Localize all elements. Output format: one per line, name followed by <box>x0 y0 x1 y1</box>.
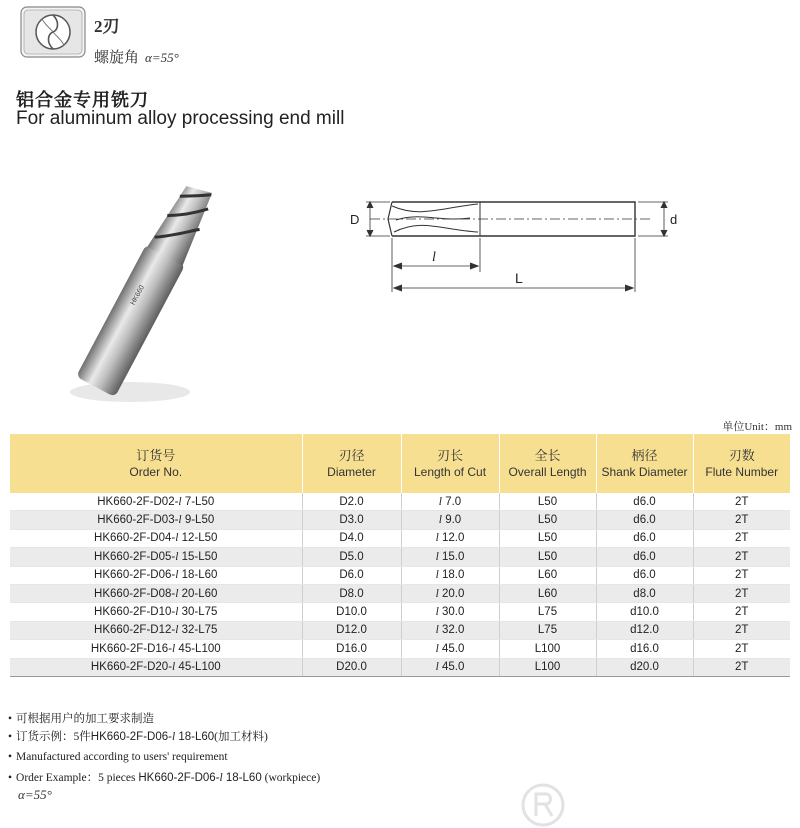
cell-length-of-cut: l 15.0 <box>401 548 499 566</box>
header-order-no: 订货号 Order No. <box>10 434 302 493</box>
spec-table <box>10 434 790 677</box>
flute-cross-section-icon <box>20 6 86 58</box>
table-header-row <box>10 434 790 493</box>
cell-overall-length: L50 <box>499 511 596 529</box>
svg-text:HK660: HK660 <box>129 284 146 307</box>
cell-order-no: HK660-2F-D06-l 18-L60 <box>10 566 302 584</box>
dimension-label-l: l <box>432 250 436 265</box>
cell-shank-diameter: d6.0 <box>596 548 693 566</box>
cell-diameter: D4.0 <box>302 529 401 547</box>
table-row <box>10 658 790 676</box>
cell-flute-number: 2T <box>693 658 790 676</box>
dimension-label-D: D <box>350 212 360 227</box>
cell-order-no: HK660-2F-D02-l 7-L50 <box>10 493 302 511</box>
cell-overall-length: L60 <box>499 566 596 584</box>
page-title-en: For aluminum alloy processing end mill <box>16 108 345 129</box>
helix-angle-footnote: α=55° <box>18 787 52 802</box>
cell-shank-diameter: d6.0 <box>596 493 693 511</box>
cell-overall-length: L100 <box>499 658 596 676</box>
cell-overall-length: L75 <box>499 603 596 621</box>
table-row <box>10 511 790 529</box>
header-length-of-cut: 刃长 Length of Cut <box>401 434 499 493</box>
cell-diameter: D2.0 <box>302 493 401 511</box>
dimension-label-d: d <box>670 212 678 227</box>
cell-flute-number: 2T <box>693 566 790 584</box>
cell-length-of-cut: l 45.0 <box>401 658 499 676</box>
cell-flute-number: 2T <box>693 603 790 621</box>
cell-length-of-cut: l 12.0 <box>401 529 499 547</box>
cell-overall-length: L60 <box>499 584 596 602</box>
header-flute-number: 刃数 Flute Number <box>693 434 790 493</box>
cell-diameter: D10.0 <box>302 603 401 621</box>
cell-shank-diameter: d6.0 <box>596 529 693 547</box>
note-cn-2: • 订货示例：5件HK660-2F-D06-l 18-L60(加工材料) <box>8 731 268 743</box>
cell-diameter: D20.0 <box>302 658 401 676</box>
cell-shank-diameter: d20.0 <box>596 658 693 676</box>
cell-shank-diameter: d12.0 <box>596 621 693 639</box>
cell-diameter: D3.0 <box>302 511 401 529</box>
note-en-1: • Manufactured according to users' requirement <box>8 751 228 763</box>
cell-order-no: HK660-2F-D16-l 45-L100 <box>10 640 302 658</box>
table-row <box>10 621 790 639</box>
cell-diameter: D6.0 <box>302 566 401 584</box>
helix-label: 螺旋角 <box>94 50 140 66</box>
cell-order-no: HK660-2F-D05-l 15-L50 <box>10 548 302 566</box>
cell-overall-length: L75 <box>499 621 596 639</box>
cell-length-of-cut: l 32.0 <box>401 621 499 639</box>
cell-shank-diameter: d6.0 <box>596 566 693 584</box>
cell-flute-number: 2T <box>693 529 790 547</box>
cell-length-of-cut: l 9.0 <box>401 511 499 529</box>
table-row <box>10 566 790 584</box>
cell-shank-diameter: d16.0 <box>596 640 693 658</box>
cell-length-of-cut: l 45.0 <box>401 640 499 658</box>
page-title-cn: 铝合金专用铣刀 <box>16 90 149 110</box>
cell-shank-diameter: d10.0 <box>596 603 693 621</box>
cell-shank-diameter: d6.0 <box>596 511 693 529</box>
unit-note: 单位Unit：mm <box>722 421 792 433</box>
table-row <box>10 584 790 602</box>
cell-flute-number: 2T <box>693 640 790 658</box>
cell-order-no: HK660-2F-D10-l 30-L75 <box>10 603 302 621</box>
cell-length-of-cut: l 18.0 <box>401 566 499 584</box>
cell-flute-number: 2T <box>693 493 790 511</box>
header-overall-length: 全长 Overall Length <box>499 434 596 493</box>
cell-length-of-cut: l 7.0 <box>401 493 499 511</box>
cell-order-no: HK660-2F-D04-l 12-L50 <box>10 529 302 547</box>
end-mill-photo <box>60 160 240 410</box>
helix-angle-label <box>94 46 179 67</box>
cell-flute-number: 2T <box>693 548 790 566</box>
header-shank-diameter: 柄径 Shank Diameter <box>596 434 693 493</box>
cell-order-no: HK660-2F-D20-l 45-L100 <box>10 658 302 676</box>
helix-angle-value: α=55° <box>145 50 179 65</box>
flute-count: 2刃 <box>94 17 120 36</box>
cell-overall-length: L50 <box>499 548 596 566</box>
cell-overall-length: L100 <box>499 640 596 658</box>
cell-diameter: D5.0 <box>302 548 401 566</box>
end-mill-dimension-drawing <box>330 182 690 302</box>
header-diameter: 刃径 Diameter <box>302 434 401 493</box>
table-row <box>10 493 790 511</box>
cell-flute-number: 2T <box>693 584 790 602</box>
cell-length-of-cut: l 30.0 <box>401 603 499 621</box>
cell-overall-length: L50 <box>499 529 596 547</box>
note-en-2: • Order Example：5 pieces HK660-2F-D06-l 18-L60 (workpiece) <box>8 772 321 784</box>
note-cn-1: • 可根据用户的加工要求制造 <box>8 713 155 725</box>
registered-mark-icon <box>520 782 566 828</box>
table-row <box>10 640 790 658</box>
cell-diameter: D16.0 <box>302 640 401 658</box>
cell-flute-number: 2T <box>693 621 790 639</box>
cell-order-no: HK660-2F-D08-l 20-L60 <box>10 584 302 602</box>
cell-order-no: HK660-2F-D12-l 32-L75 <box>10 621 302 639</box>
table-row <box>10 548 790 566</box>
cell-diameter: D8.0 <box>302 584 401 602</box>
cell-length-of-cut: l 20.0 <box>401 584 499 602</box>
cell-flute-number: 2T <box>693 511 790 529</box>
cell-shank-diameter: d8.0 <box>596 584 693 602</box>
cell-diameter: D12.0 <box>302 621 401 639</box>
dimension-label-L: L <box>515 270 523 286</box>
cell-order-no: HK660-2F-D03-l 9-L50 <box>10 511 302 529</box>
table-row <box>10 529 790 547</box>
cell-overall-length: L50 <box>499 493 596 511</box>
table-row <box>10 603 790 621</box>
